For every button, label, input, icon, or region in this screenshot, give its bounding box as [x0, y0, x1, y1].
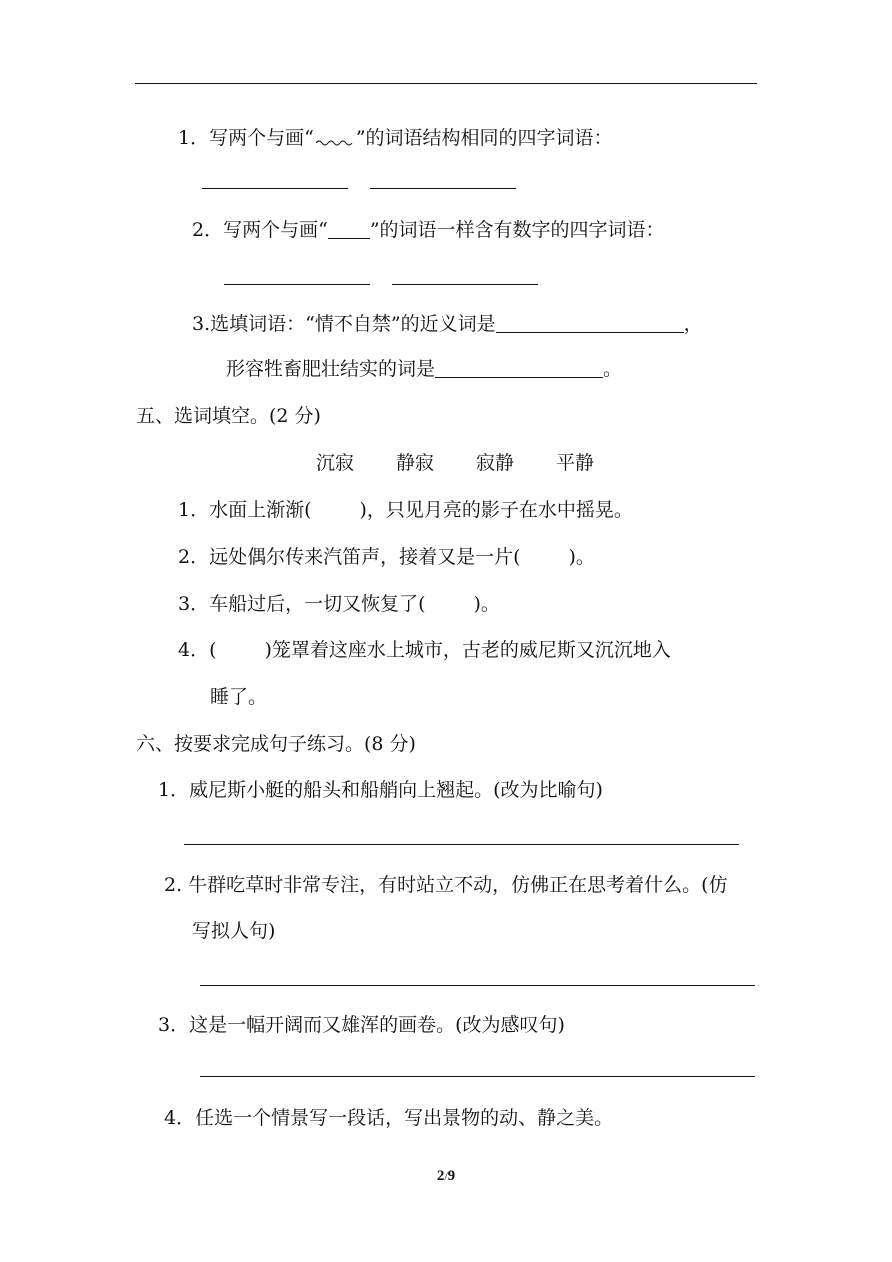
s5-q3-text-before: 3．车船过后，一切又恢复了(: [178, 593, 426, 615]
s4-q1-text-after: ”的词语结构相同的四字词语：: [355, 127, 613, 149]
s5-q3-text-after: )。: [473, 593, 500, 615]
s4-q3-text: 选填词语：“情不自禁”的近义词是: [210, 313, 496, 335]
s6-q2-line1: 2. 牛群吃草时非常专注，有时站立不动，仿佛正在思考着什么。(仿: [164, 874, 728, 896]
s5-q1-text-before: 1．水面上渐渐(: [178, 499, 312, 521]
current-page: 2: [436, 1168, 445, 1184]
page-number: [0, 1168, 892, 1185]
s4-q3-comma: ，: [683, 313, 703, 335]
s6-q3-answer-line[interactable]: [200, 1076, 755, 1077]
s4-q1: [178, 126, 613, 150]
straight-underline-mark: [328, 220, 370, 239]
s4-q1-answer-line-1[interactable]: [202, 188, 348, 189]
word-option: 静寂: [396, 452, 435, 474]
s5-q4-text-after: )笼罩着这座水上城市，古老的威尼斯又沉沉地入: [264, 639, 671, 661]
top-rule: [135, 83, 757, 84]
page-separator: /: [444, 1169, 448, 1183]
s5-q1: [178, 498, 633, 522]
word-option: 平静: [556, 452, 595, 474]
wavy-underline-mark: [314, 129, 356, 147]
s4-q1-answer-line-2[interactable]: [370, 188, 516, 189]
word-option: 寂静: [476, 452, 515, 474]
s6-q3: 3．这是一幅开阔而又雄浑的画卷。(改为感叹句): [158, 1014, 565, 1036]
s5-q1-text-after: )，只见月亮的影子在水中摇晃。: [359, 499, 633, 521]
s4-q2-text-after: ”的词语一样含有数字的四字词语：: [369, 219, 665, 241]
s5-q3: [178, 592, 500, 616]
s4-q2: [192, 218, 665, 242]
s5-q4: [178, 638, 671, 662]
s5-q2-text-after: )。: [568, 546, 595, 568]
s4-q3-text-2: 形容牲畜肥壮结实的词是: [226, 358, 436, 380]
s4-q2-answer-line-1[interactable]: [224, 284, 370, 285]
s4-q2-text-before: 写两个与画“: [223, 219, 328, 241]
s4-q1-number: 1．: [178, 127, 210, 149]
s6-q2-line2: 写拟人句): [192, 920, 276, 942]
section5-heading: 五、选词填空。(2 分): [136, 405, 321, 427]
s5-q4-text-before: 4．(: [178, 639, 217, 661]
s4-q3-period: 。: [603, 358, 623, 380]
s4-q2-answer-line-2[interactable]: [392, 284, 538, 285]
s4-q3-number: 3.: [192, 313, 211, 335]
s4-q3-blank-2[interactable]: [435, 359, 603, 378]
s6-q1-answer-line[interactable]: [184, 844, 739, 845]
s4-q3-blank-1[interactable]: [496, 314, 684, 333]
s4-q3-line1: [192, 312, 703, 336]
s5-q2-text-before: 2．远处偶尔传来汽笛声，接着又是一片(: [178, 546, 521, 568]
s5-q2: [178, 545, 595, 569]
s5-q4-continuation: 睡了。: [210, 686, 268, 708]
s6-q4: 4．任选一个情景写一段话，写出景物的动、静之美。: [164, 1107, 614, 1129]
section6-heading: 六、按要求完成句子练习。(8 分): [136, 733, 416, 755]
s6-q1: 1．威尼斯小艇的船头和船艄向上翘起。(改为比喻句): [158, 779, 603, 801]
word-option: 沉寂: [316, 452, 355, 474]
s6-q2-answer-line[interactable]: [200, 985, 755, 986]
s4-q2-number: 2．: [192, 219, 224, 241]
total-pages: 9: [447, 1168, 456, 1184]
s4-q1-text-before: 写两个与画“: [209, 127, 314, 149]
word-bank: [316, 451, 594, 475]
s4-q3-line2: [226, 357, 622, 381]
